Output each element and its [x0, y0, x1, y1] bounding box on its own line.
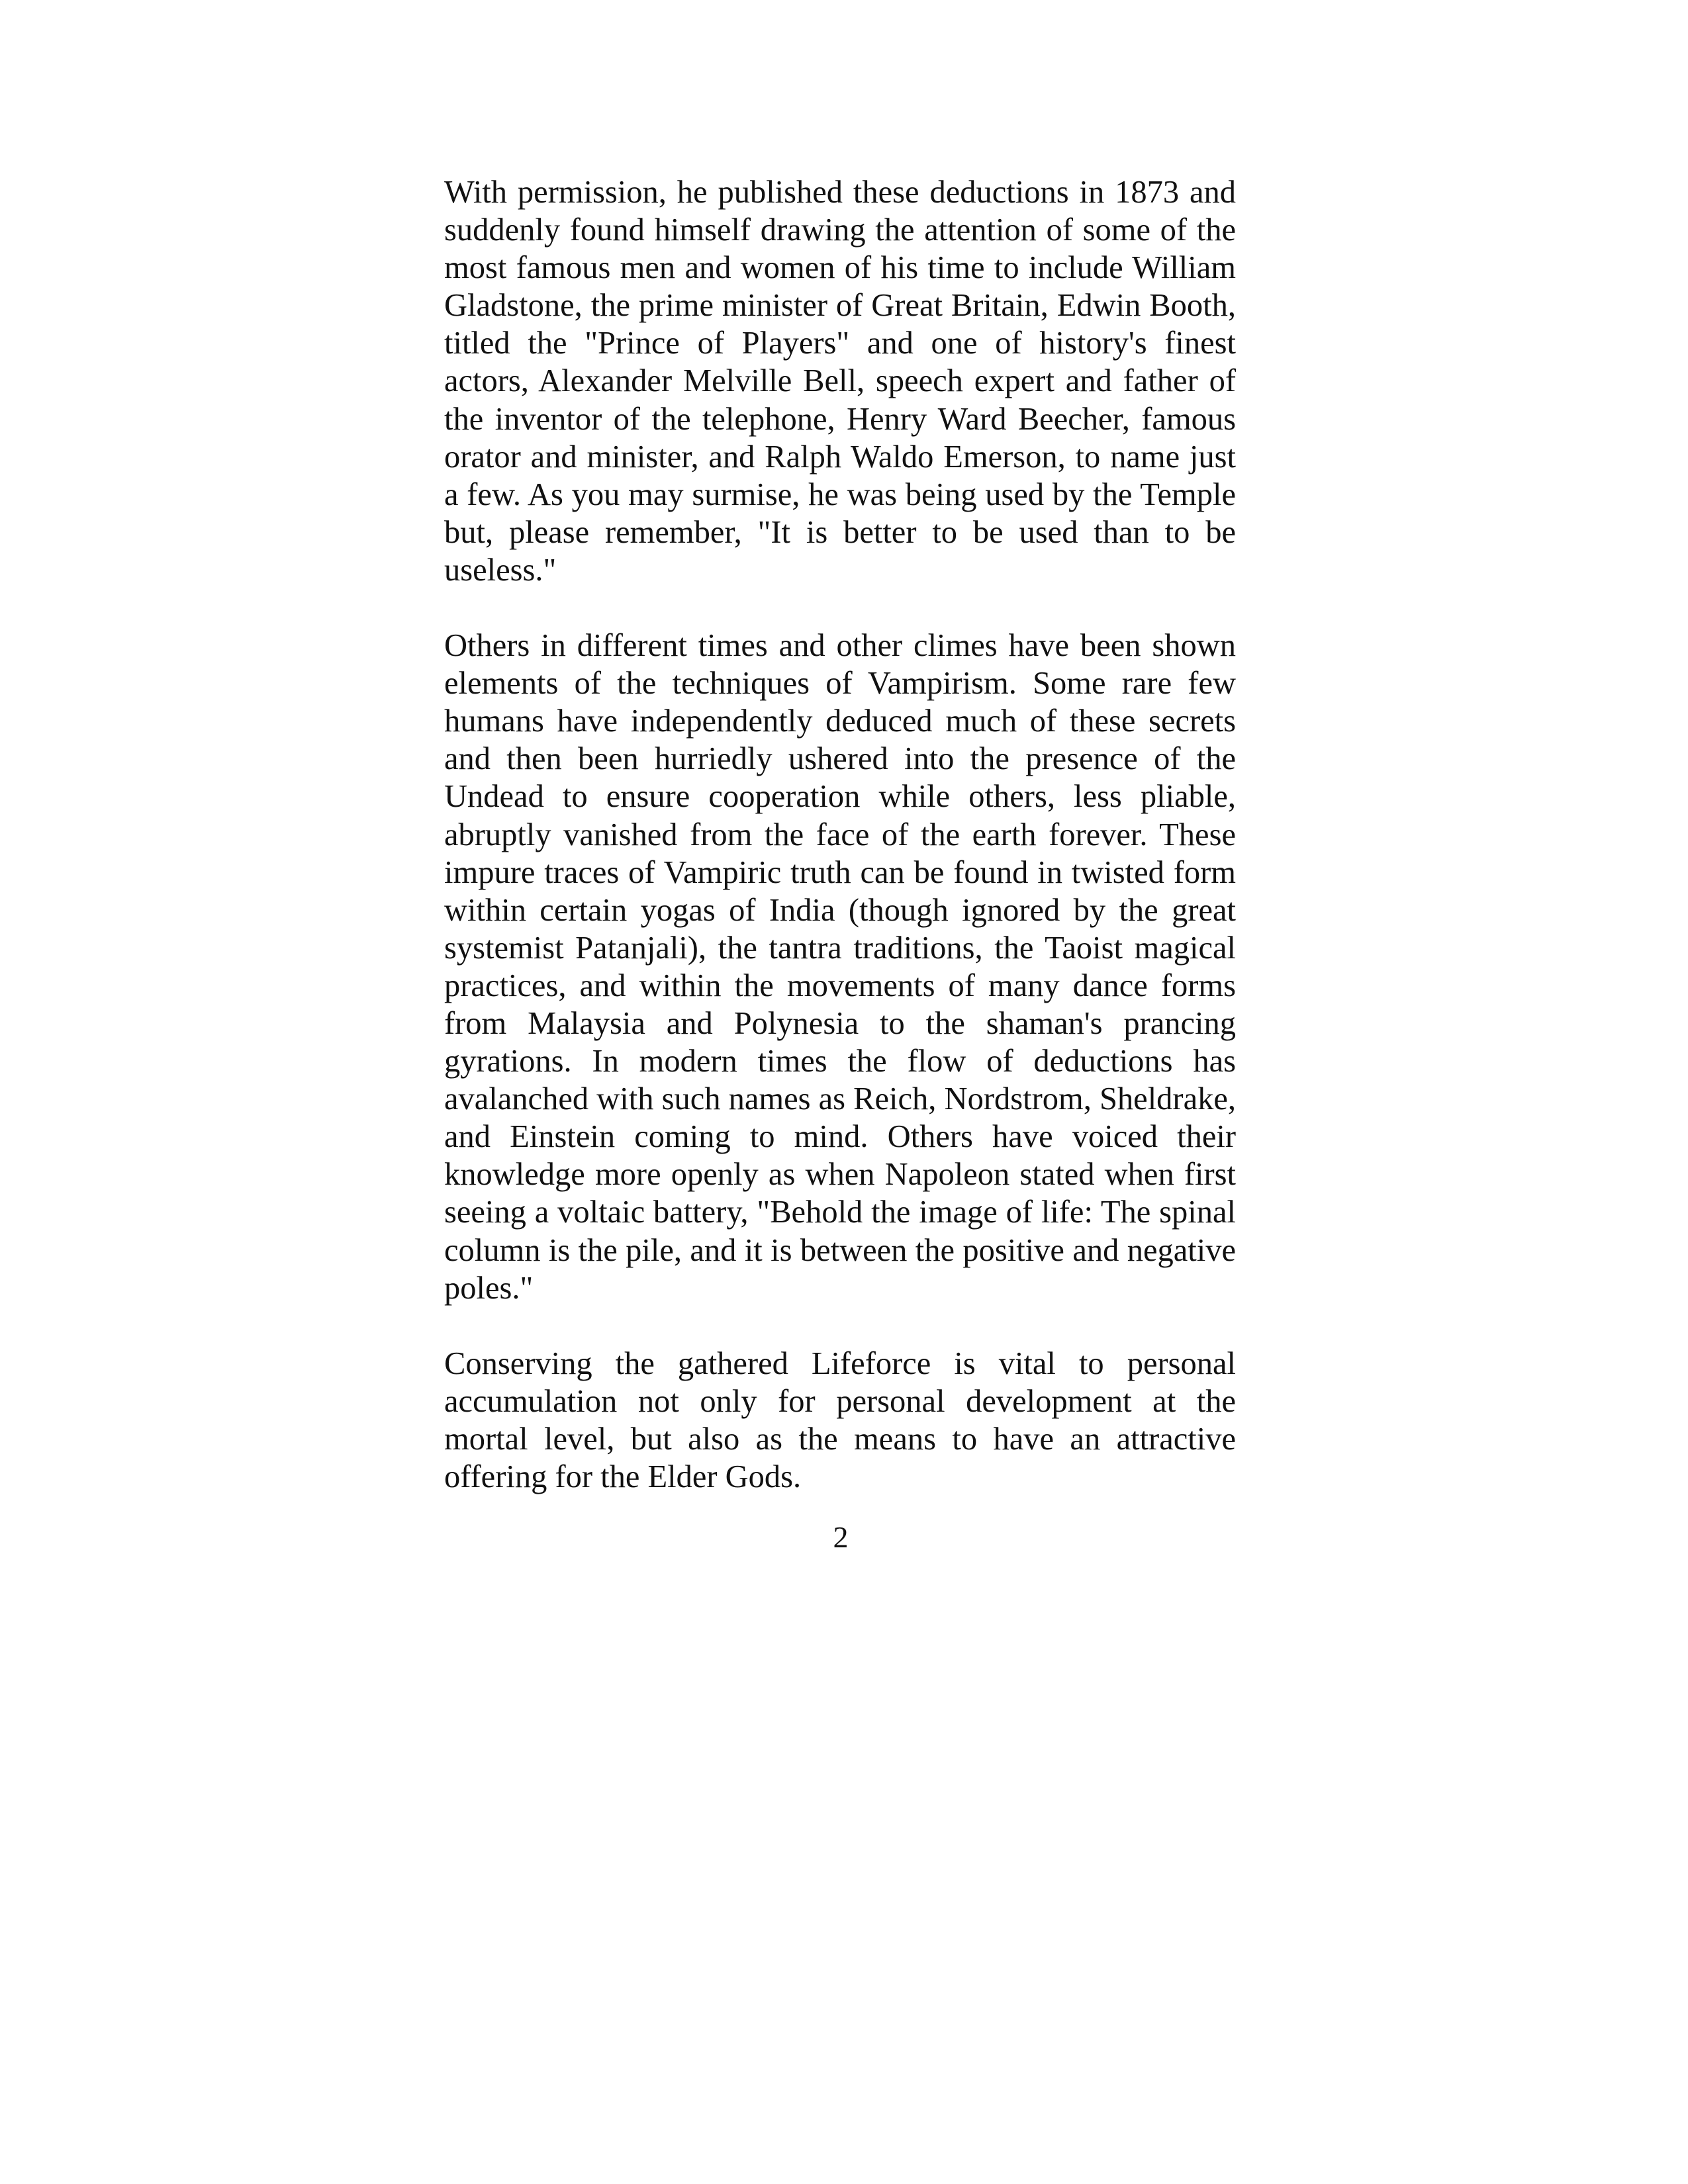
paragraph-3: Conserving the gathered Lifeforce is vital to personal accumulation not only for personal development at the mortal level, but also as the means to have an attractive offering for the Elder Gods. [444, 1345, 1236, 1494]
body-text [444, 173, 1236, 1496]
paragraph-1: With permission, he published these deductions in 1873 and suddenly found himself drawing the attention of some of the most famous men and women of his time to include William Gladstone, the prime minister of Great Britain, Edwin Booth, titled the "Prince of Players" and one of history's finest actors, Alexander Melville Bell, speech expert and father of the inventor of the telephone, Henry Ward Beecher, famous orator and minister, and Ralph Waldo Emerson, to name just a few. As you may surmise, he was being used by the Temple but, please remember, "It is better to be used than to be useless." [444, 175, 1236, 588]
page-number: 2 [833, 1520, 849, 1554]
paragraph-2: Others in different times and other climes have been shown elements of the techniques of Vampirism. Some rare few humans have independently deduced much of these secrets and then been hurriedly ushered into the presence of the Undead to ensure cooperation while others, less pliable, abruptly vanished from the face of the earth forever. These impure traces of Vampiric truth can be found in twisted form within certain yogas of India (though ignored by the great systemist Patanjali), the tantra traditions, the Taoist magical practices, and within the movements of many dance forms from Malaysia and Polynesia to the shaman's prancing gyrations. In modern times the flow of deductions has avalanched with such names as Reich, Nordstrom, Sheldrake, and Einstein coming to mind. Others have voiced their knowledge more openly as when Napoleon stated when first seeing a voltaic battery, "Behold the image of life: The spinal column is the pile, and it is between the positive and negative poles." [444, 628, 1236, 1306]
